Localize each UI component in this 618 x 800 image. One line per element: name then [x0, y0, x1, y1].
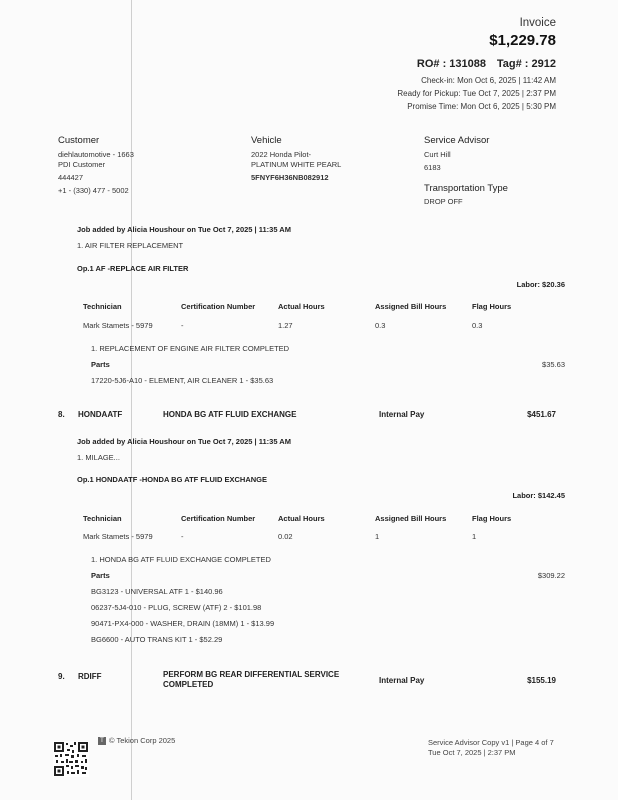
tekion-logo-icon: T — [98, 737, 106, 745]
line-op-code: RDIFF — [78, 672, 102, 681]
part-item: BG6600 - AUTO TRANS KIT 1 - $52.29 — [91, 635, 223, 644]
tech-flag-hours: 1 — [472, 532, 477, 541]
parts-total: $35.63 — [542, 360, 565, 369]
col-technician: Technician — [83, 302, 122, 311]
job-correction: 1. HONDA BG ATF FLUID EXCHANGE COMPLETED — [91, 555, 271, 564]
labor-total: Labor: $20.36 — [516, 280, 565, 289]
scan-artifact-line — [131, 0, 132, 800]
document-title: Invoice — [519, 17, 556, 29]
line-amount: $155.19 — [527, 676, 556, 685]
vehicle-vin: 5FNYF6H36NB082912 — [251, 173, 329, 182]
customer-account: diehlautomotive - 1663 — [58, 150, 134, 159]
job-concern: 1. AIR FILTER REPLACEMENT — [77, 241, 184, 250]
tech-actual-hours: 0.02 — [278, 532, 293, 541]
job-operation: Op.1 HONDAATF -HONDA BG ATF FLUID EXCHANGE — [77, 475, 267, 484]
part-item: 17220-5J6-A10 - ELEMENT, AIR CLEANER 1 - $35.63 — [91, 376, 274, 385]
qr-code-icon — [53, 741, 89, 777]
customer-heading: Customer — [58, 135, 100, 146]
line-amount: $451.67 — [527, 410, 556, 419]
tech-name: Mark Stamets - 5979 — [83, 321, 153, 330]
tech-bill-hours: 1 — [375, 532, 380, 541]
invoice-total: $1,229.78 — [489, 32, 556, 49]
col-actual-hours: Actual Hours — [278, 514, 325, 523]
col-actual-hours: Actual Hours — [278, 302, 325, 311]
job-concern: 1. MILAGE... — [77, 453, 120, 462]
customer-number: 444427 — [58, 173, 84, 182]
tech-bill-hours: 0.3 — [375, 321, 386, 330]
printed-timestamp: Tue Oct 7, 2025 | 2:37 PM — [428, 748, 516, 757]
job-operation: Op.1 AF -REPLACE AIR FILTER — [77, 264, 189, 273]
col-flag-hours: Flag Hours — [472, 302, 512, 311]
tech-name: Mark Stamets - 5979 — [83, 532, 153, 541]
copy-page-info: Service Advisor Copy v1 | Page 4 of 7 — [428, 738, 554, 747]
col-certification: Certification Number — [181, 302, 256, 311]
col-flag-hours: Flag Hours — [472, 514, 512, 523]
col-technician: Technician — [83, 514, 122, 523]
tech-certification: - — [181, 532, 184, 541]
line-number: 8. — [58, 410, 65, 419]
part-item: BG3123 - UNIVERSAL ATF 1 - $140.96 — [91, 587, 223, 596]
parts-heading: Parts — [91, 571, 110, 580]
job-added-by: Job added by Alicia Houshour on Tue Oct 7, 2025 | 11:35 AM — [77, 437, 291, 446]
line-op-code: HONDAATF — [78, 410, 123, 419]
vehicle-trim-color: PLATINUM WHITE PEARL — [251, 160, 342, 169]
promise-time: Promise Time: Mon Oct 6, 2025 | 5:30 PM — [407, 102, 556, 111]
advisor-id: 6183 — [424, 163, 441, 172]
service-advisor-heading: Service Advisor — [424, 135, 490, 146]
part-item: 06237-5J4-010 - PLUG, SCREW (ATF) 2 - $101.98 — [91, 603, 262, 612]
tag-number: Tag# : 2912 — [496, 58, 556, 70]
col-assigned-bill-hours: Assigned Bill Hours — [375, 514, 447, 523]
copyright-text: © Tekion Corp 2025 — [109, 736, 176, 745]
labor-total: Labor: $142.45 — [512, 491, 565, 500]
ro-number: RO# : 131088 — [416, 58, 486, 70]
col-certification: Certification Number — [181, 514, 256, 523]
customer-phone: +1 - (330) 477 - 5002 — [58, 186, 129, 195]
footer-copyright — [98, 736, 175, 745]
line-number: 9. — [58, 672, 65, 681]
parts-heading: Parts — [91, 360, 110, 369]
line-pay-type: Internal Pay — [379, 410, 425, 419]
line-description: HONDA BG ATF FLUID EXCHANGE — [163, 410, 297, 419]
line-description: PERFORM BG REAR DIFFERENTIAL SERVICE COMPLETED — [163, 670, 340, 689]
part-item: 90471-PX4-000 - WASHER, DRAIN (18MM) 1 - $13.99 — [91, 619, 275, 628]
customer-name: PDI Customer — [58, 160, 106, 169]
vehicle-model: 2022 Honda Pilot- — [251, 150, 312, 159]
vehicle-heading: Vehicle — [251, 135, 282, 146]
col-assigned-bill-hours: Assigned Bill Hours — [375, 302, 447, 311]
tech-actual-hours: 1.27 — [278, 321, 293, 330]
line-pay-type: Internal Pay — [379, 676, 425, 685]
job-added-by: Job added by Alicia Houshour on Tue Oct 7, 2025 | 11:35 AM — [77, 225, 291, 234]
ready-for-pickup-time: Ready for Pickup: Tue Oct 7, 2025 | 2:37 PM — [397, 89, 556, 98]
parts-total: $309.22 — [537, 571, 565, 580]
transportation-heading: Transportation Type — [424, 183, 508, 194]
check-in-time: Check-in: Mon Oct 6, 2025 | 11:42 AM — [421, 76, 556, 85]
tech-flag-hours: 0.3 — [472, 321, 483, 330]
transportation-value: DROP OFF — [424, 197, 463, 206]
tech-certification: - — [181, 321, 184, 330]
job-correction: 1. REPLACEMENT OF ENGINE AIR FILTER COMPLETED — [91, 344, 290, 353]
advisor-name: Curt Hill — [424, 150, 451, 159]
